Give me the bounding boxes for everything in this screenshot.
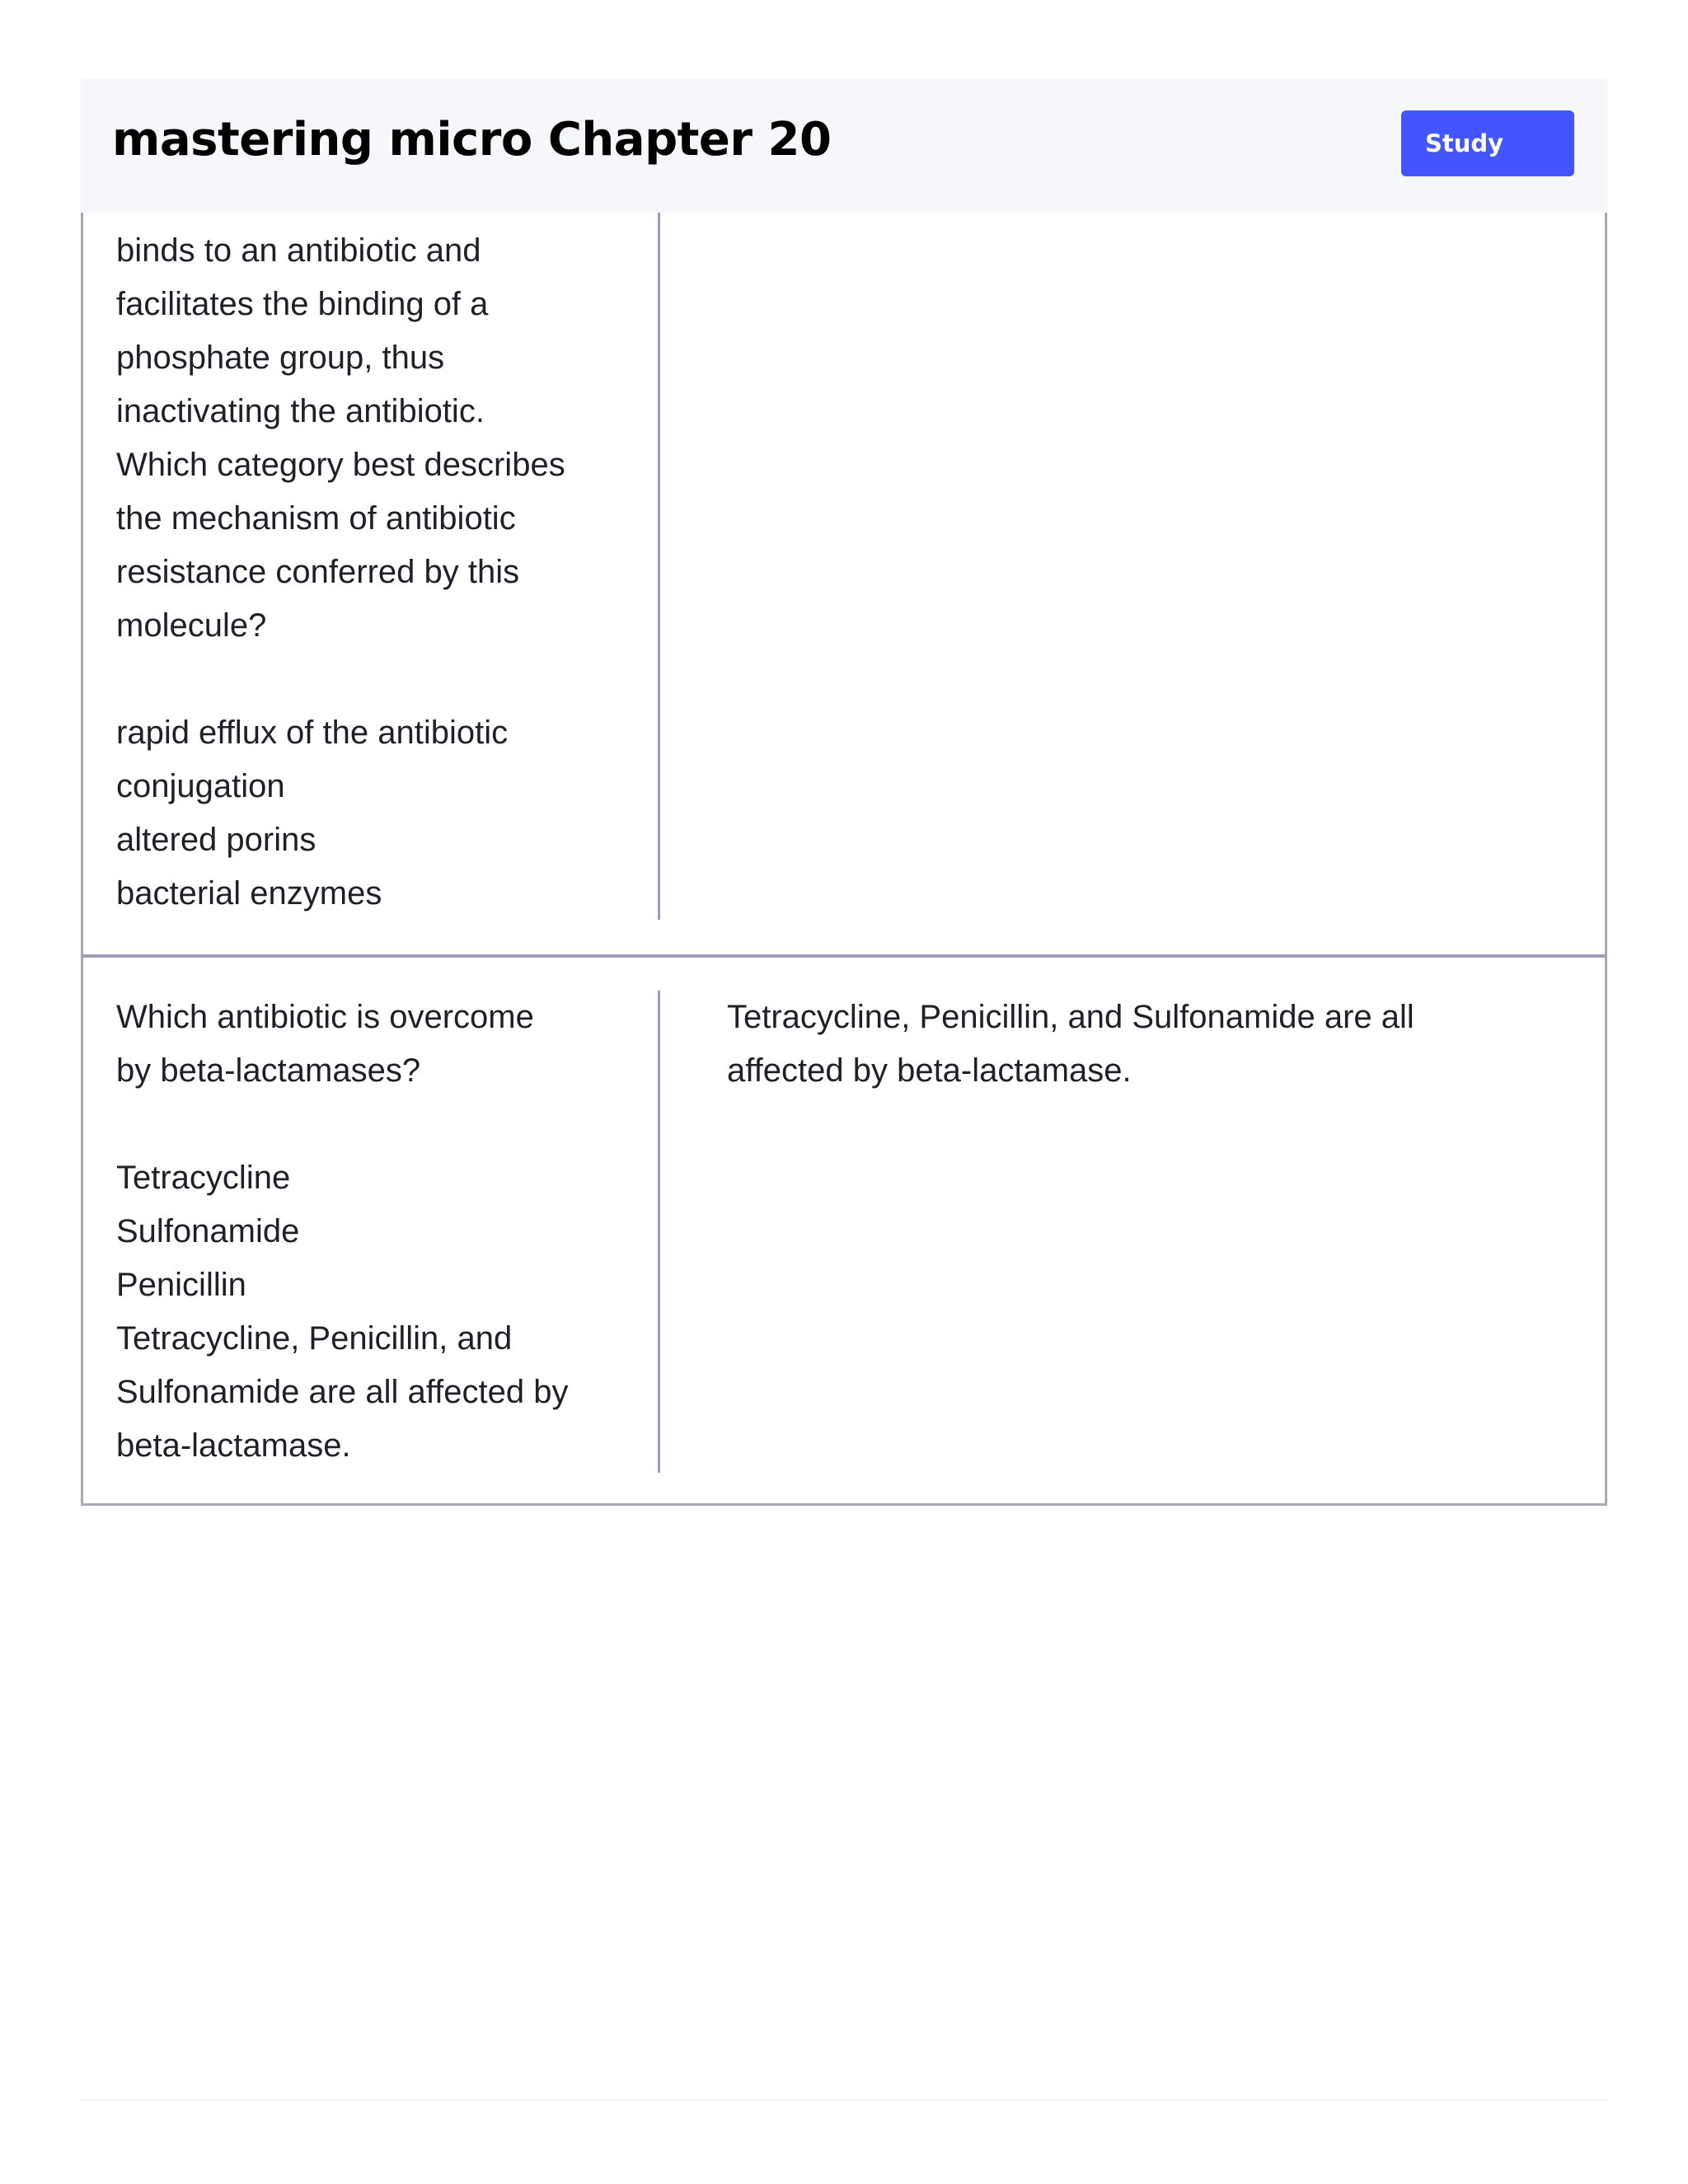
term-line: the mechanism of antibiotic	[116, 500, 516, 537]
answer-option: rapid efflux of the antibiotic	[116, 715, 509, 751]
term-line: Which category best describes	[116, 447, 565, 483]
study-button[interactable]: Study	[1401, 110, 1574, 176]
flashcard-list	[81, 213, 1607, 1506]
card-term	[116, 991, 627, 1473]
term-line: phosphate group, thus	[116, 340, 445, 376]
answer-option: bacterial enzymes	[116, 875, 382, 912]
footer-divider	[81, 2099, 1607, 2101]
term-line	[116, 653, 627, 706]
term-line: Which antibiotic is overcome	[116, 999, 534, 1035]
term-line: inactivating the antibiotic.	[116, 393, 485, 429]
definition-line: affected by beta-lactamase.	[727, 1052, 1132, 1089]
answer-option: Tetracycline, Penicillin, and	[116, 1320, 513, 1357]
definition-line: Tetracycline, Penicillin, and Sulfonamide are all	[727, 999, 1414, 1035]
answer-option: Sulfonamide	[116, 1213, 300, 1249]
answer-option: beta-lactamase.	[116, 1427, 351, 1464]
answer-option: Tetracycline	[116, 1160, 291, 1196]
answer-option: Penicillin	[116, 1267, 246, 1303]
term-line: facilitates the binding of a	[116, 286, 489, 322]
answer-option: altered porins	[116, 822, 316, 858]
term-line	[116, 1098, 627, 1151]
flashcard	[83, 213, 1605, 954]
term-line: binds to an antibiotic and	[116, 232, 481, 269]
card-term	[116, 224, 627, 921]
card-divider	[658, 213, 660, 920]
answer-option: conjugation	[116, 768, 285, 804]
term-line: molecule?	[116, 607, 267, 644]
term-line: resistance conferred by this	[116, 554, 520, 590]
set-header	[81, 79, 1607, 213]
term-line: by beta-lactamases?	[116, 1052, 421, 1089]
answer-option: Sulfonamide are all affected by	[116, 1374, 569, 1410]
card-divider	[658, 991, 660, 1473]
card-definition	[727, 991, 1551, 1098]
flashcard	[83, 954, 1605, 1503]
page-title: mastering micro Chapter 20	[112, 113, 832, 166]
